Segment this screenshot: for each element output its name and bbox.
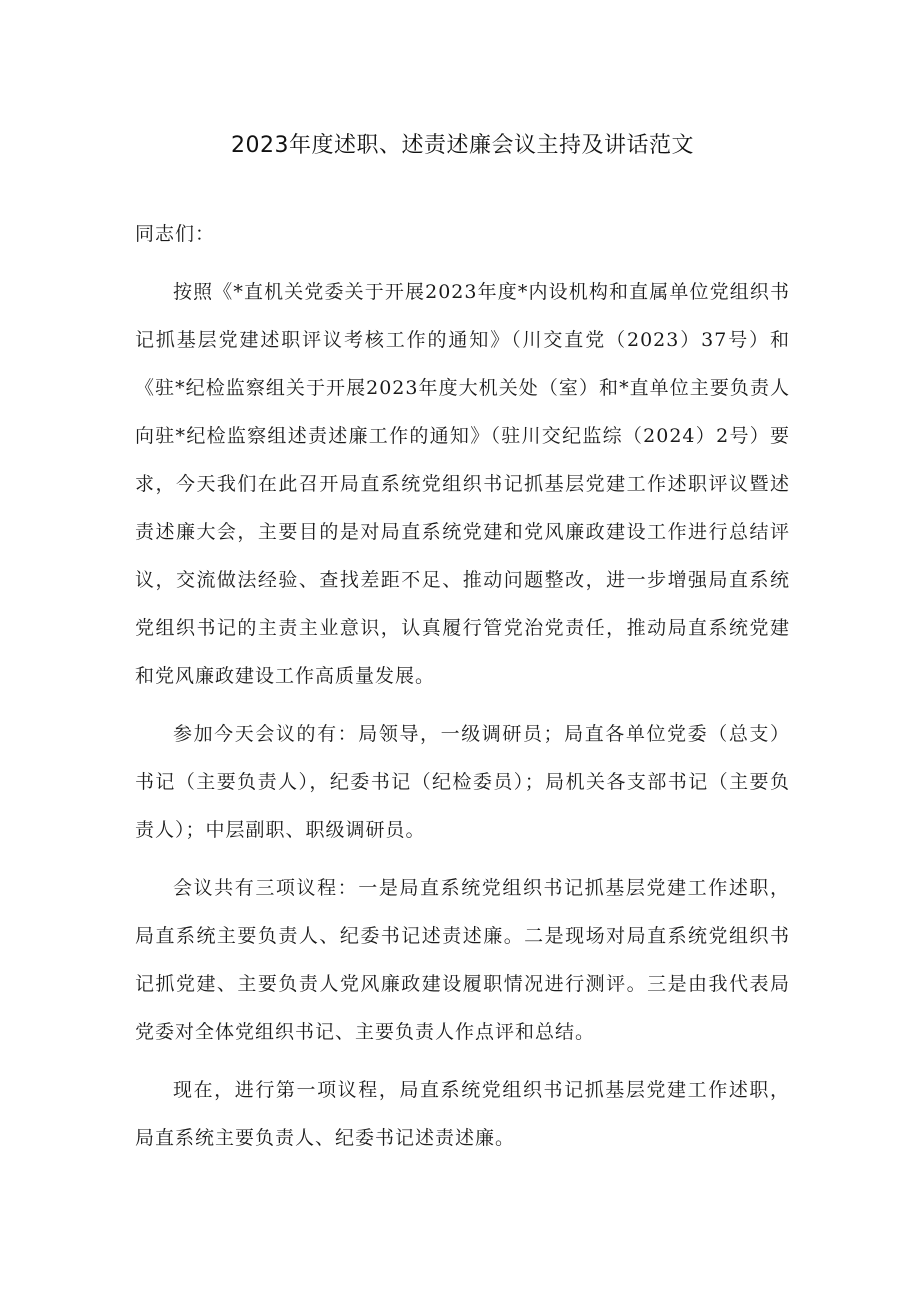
paragraph-agenda: 会议共有三项议程：一是局直系统党组织书记抓基层党建工作述职，局直系统主要负责人、纪委书记述责述廉。二是现场对局直系统党组织书记抓党建、主要负责人党风廉政建设履职情况进行测评。三是由我代表局党委对全体党组织书记、主要负责人作点评和总结。: [135, 877, 790, 1043]
paragraph-instructions: 按照《*直机关党委关于开展2023年度*内设机构和直属单位党组织书记抓基层党建述职评议考核工作的通知》（川交直党（2023）37号）和《驻*纪检监察组关于开展2023年度大机关处（室）和*直单位主要负责人向驻*纪检监察组述责述廉工作的通知》（驻川交纪监综（2024）2号）要求，今天我们在此召开局直系统党组织书记抓基层党建工作述职评议暨述责述廉大会，主要目的是对局直系统党建和党风廉政建设工作进行总结评议，交流做法经验、查找差距不足、推动问题整改，进一步增强局直系统党组织书记的主责主业意识，认真履行管党治党责任，推动局直系统党建和党风廉政建设工作高质量发展。: [135, 281, 790, 687]
salutation: 同志们：: [135, 223, 216, 245]
paragraph-first-item: 现在，进行第一项议程，局直系统党组织书记抓基层党建工作述职，局直系统主要负责人、纪委书记述责述廉。: [135, 1079, 790, 1149]
document-title: 2023年度述职、述责述廉会议主持及讲话范文: [231, 133, 694, 158]
paragraph-attendees: 参加今天会议的有：局领导，一级调研员；局直各单位党委（总支）书记（主要负责人），纪委书记（纪检委员）；局机关各支部书记（主要负责人）；中层副职、职级调研员。: [135, 723, 790, 841]
